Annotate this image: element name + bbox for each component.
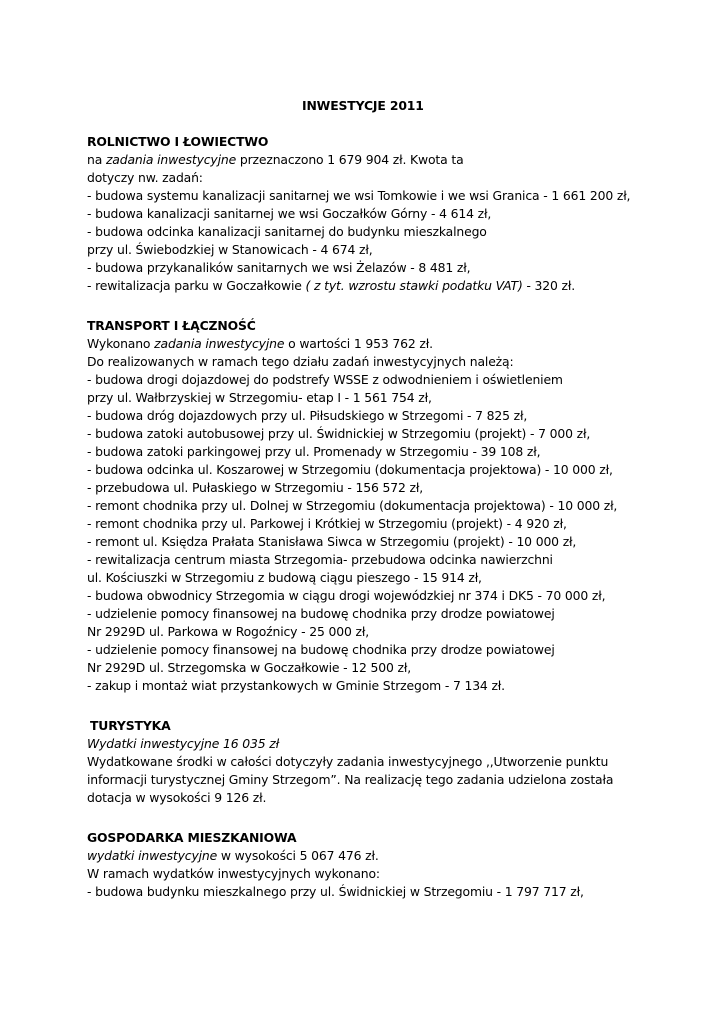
list-item: - budowa odcinka ul. Koszarowej w Strzegomiu (dokumentacja projektowa) - 10 000 zł,	[87, 462, 613, 477]
section-heading-transport: TRANSPORT I ŁĄCZNOŚĆ	[87, 318, 256, 333]
text-run: w wysokości 5 067 476 zł.	[217, 848, 379, 863]
list-item: - przebudowa ul. Pułaskiego w Strzegomiu - 156 572 zł,	[87, 480, 424, 495]
text-run-italic: wydatki inwestycyjne	[87, 848, 218, 863]
transport-intro	[87, 335, 433, 353]
list-item: - budowa dróg dojazdowych przy ul. Piłsudskiego w Strzegomi - 7 825 zł,	[87, 408, 528, 423]
paragraph-line: informacji turystycznej Gminy Strzegom”. Na realizację tego zadania udzielona została	[87, 772, 614, 787]
list-item: - remont chodnika przy ul. Parkowej i Krótkiej w Strzegomiu (projekt) - 4 920 zł,	[87, 516, 567, 531]
text-run-italic: zadania inwestycyjne	[154, 336, 285, 351]
list-item-continuation: Nr 2929D ul. Strzegomska w Goczałkowie - 12 500 zł,	[87, 660, 412, 675]
text-run: o wartości 1 953 762 zł.	[284, 336, 433, 351]
list-item: - budowa odcinka kanalizacji sanitarnej do budynku mieszkalnego	[87, 224, 487, 239]
document-title: INWESTYCJE 2011	[302, 98, 424, 113]
list-item: - udzielenie pomocy finansowej na budowę chodnika przy drodze powiatowej	[87, 606, 555, 621]
list-item: - budowa obwodnicy Strzegomia w ciągu drogi wojewódzkiej nr 374 i DK5 - 70 000 zł,	[87, 588, 606, 603]
section-heading-rolnictwo: ROLNICTWO I ŁOWIECTWO	[87, 134, 269, 149]
turystyka-subheading: Wydatki inwestycyjne 16 035 zł	[87, 736, 280, 751]
list-item: - udzielenie pomocy finansowej na budowę chodnika przy drodze powiatowej	[87, 642, 555, 657]
text-run: przeznaczono 1 679 904 zł. Kwota ta	[236, 152, 464, 167]
list-item-continuation: Nr 2929D ul. Parkowa w Rogoźnicy - 25 000 zł,	[87, 624, 370, 639]
list-item-continuation: przy ul. Świebodzkiej w Stanowicach - 4 674 zł,	[87, 242, 373, 257]
list-item: - budowa przykanalików sanitarnych we wsi Żelazów - 8 481 zł,	[87, 260, 471, 275]
rolnictwo-intro-line2: dotyczy nw. zadań:	[87, 170, 203, 185]
text-run-italic: ( z tyt. wzrostu stawki podatku VAT) -	[305, 278, 531, 293]
rolnictwo-intro	[87, 151, 464, 169]
list-item: - remont ul. Księdza Prałata Stanisława Siwca w Strzegomiu (projekt) - 10 000 zł,	[87, 534, 577, 549]
text-run: 320 zł.	[530, 278, 576, 293]
text-run: na	[87, 152, 106, 167]
gospodarka-intro	[87, 847, 379, 865]
text-run: Wykonano	[87, 336, 155, 351]
text-run: - rewitalizacja parku w Goczałkowie	[87, 278, 306, 293]
paragraph-line: dotacja w wysokości 9 126 zł.	[87, 790, 267, 805]
section-heading-turystyka: TURYSTYKA	[90, 718, 171, 733]
list-item: - remont chodnika przy ul. Dolnej w Strzegomiu (dokumentacja projektowa) - 10 000 zł,	[87, 498, 618, 513]
list-item: - budowa systemu kanalizacji sanitarnej we wsi Tomkowie i we wsi Granica - 1 661 200 zł,	[87, 188, 631, 203]
list-item	[87, 277, 575, 295]
list-item: - budowa kanalizacji sanitarnej we wsi Goczałków Górny - 4 614 zł,	[87, 206, 492, 221]
list-item: - budowa budynku mieszkalnego przy ul. Świdnickiej w Strzegomiu - 1 797 717 zł,	[87, 884, 584, 899]
section-heading-gospodarka: GOSPODARKA MIESZKANIOWA	[87, 830, 297, 845]
list-item: - budowa zatoki parkingowej przy ul. Promenady w Strzegomiu - 39 108 zł,	[87, 444, 541, 459]
paragraph-line: Wydatkowane środki w całości dotyczyły zadania inwestycyjnego ,,Utworzenie punktu	[87, 754, 609, 769]
list-item: - budowa drogi dojazdowej do podstrefy WSSE z odwodnieniem i oświetleniem	[87, 372, 563, 387]
list-item-continuation: ul. Kościuszki w Strzegomiu z budową ciągu pieszego - 15 914 zł,	[87, 570, 482, 585]
paragraph-line: W ramach wydatków inwestycyjnych wykonano:	[87, 866, 380, 881]
transport-intro-line2: Do realizowanych w ramach tego działu zadań inwestycyjnych należą:	[87, 354, 514, 369]
text-run-italic: zadania inwestycyjne	[105, 152, 237, 167]
list-item: - rewitalizacja centrum miasta Strzegomia- przebudowa odcinka nawierzchni	[87, 552, 553, 567]
list-item: - zakup i montaż wiat przystankowych w Gminie Strzegom - 7 134 zł.	[87, 678, 505, 693]
list-item: - budowa zatoki autobusowej przy ul. Świdnickiej w Strzegomiu (projekt) - 7 000 zł,	[87, 426, 591, 441]
list-item-continuation: przy ul. Wałbrzyskiej w Strzegomiu- etap I - 1 561 754 zł,	[87, 390, 432, 405]
